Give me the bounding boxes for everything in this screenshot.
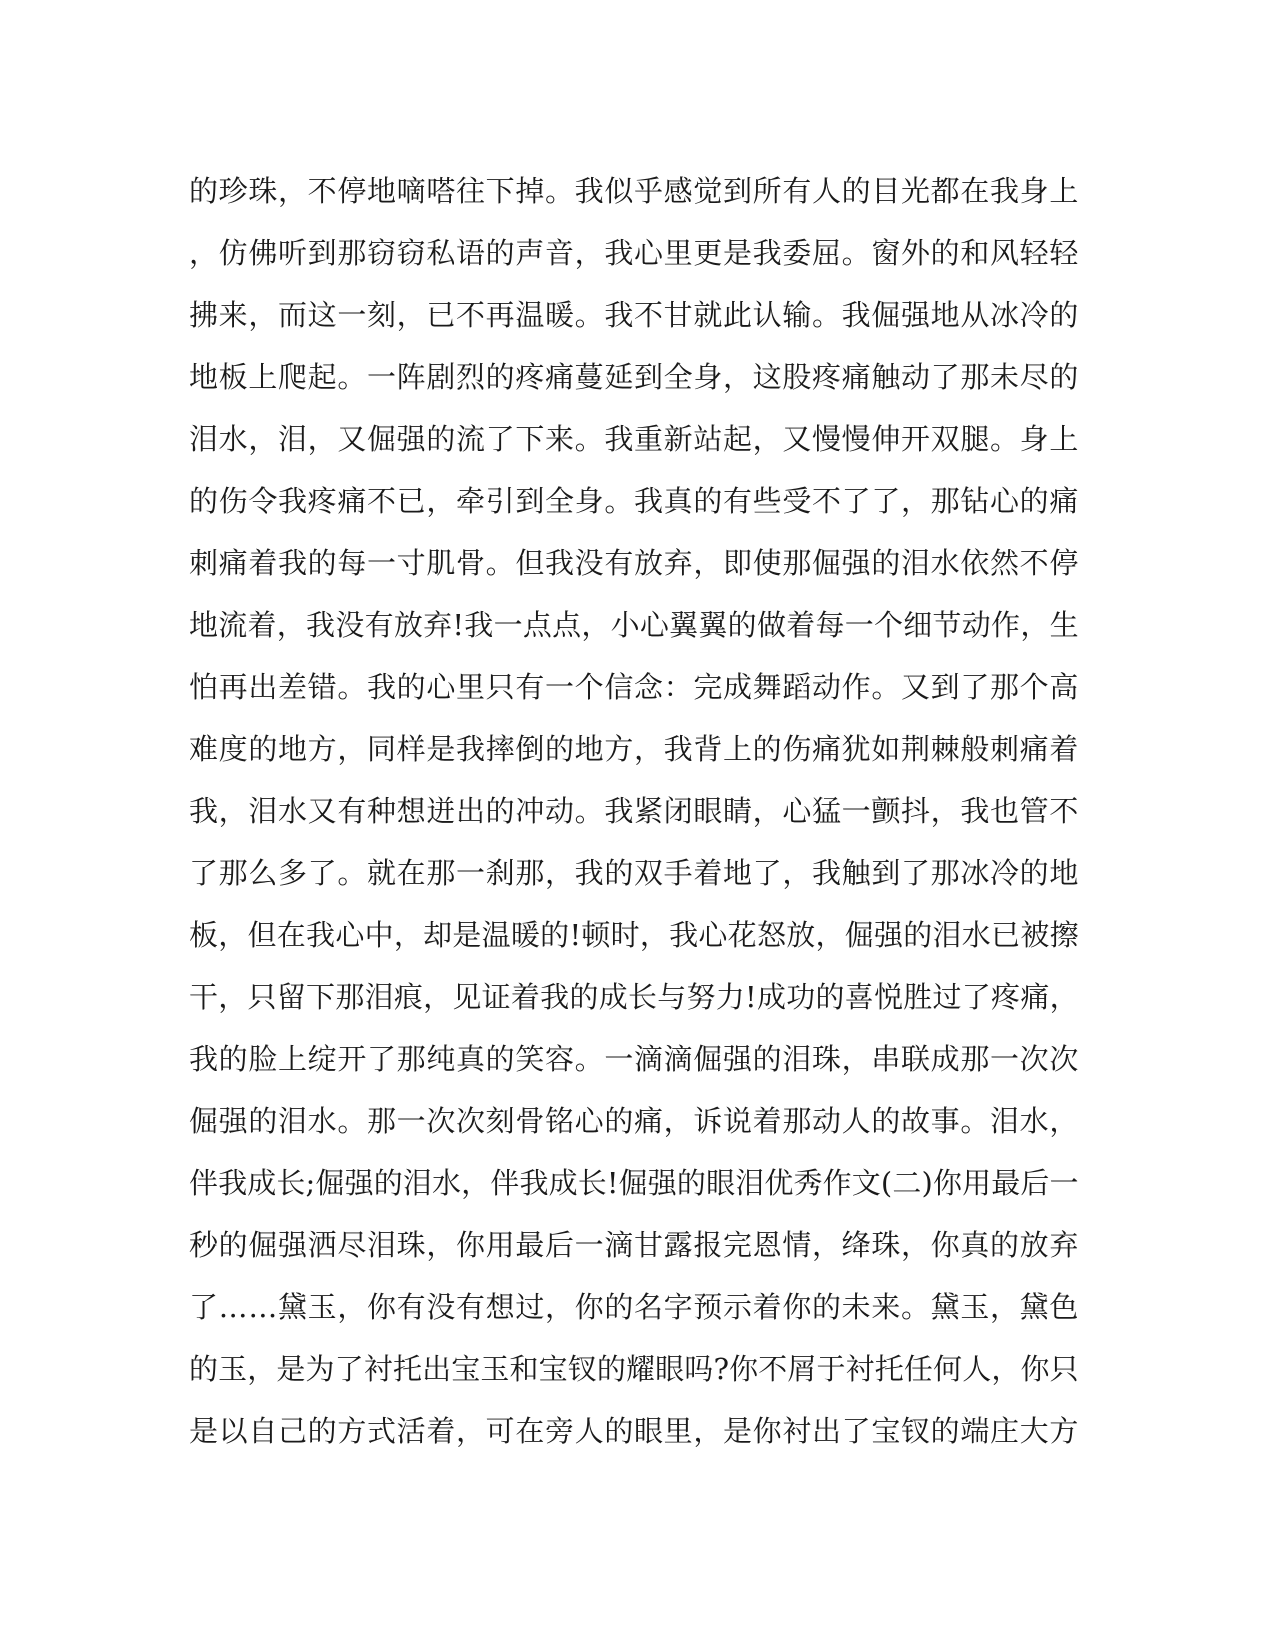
text-line: 倔强的泪水。那一次次刻骨铭心的痛，诉说着那动人的故事。泪水， <box>189 1104 1080 1138</box>
text-line: ，仿佛听到那窃窃私语的声音，我心里更是我委屈。窗外的和风轻轻 <box>189 236 1080 270</box>
text-line: 秒的倔强洒尽泪珠，你用最后一滴甘露报完恩情，绛珠，你真的放弃 <box>189 1228 1080 1262</box>
text-line: 伴我成长;倔强的泪水，伴我成长!倔强的眼泪优秀作文(二)你用最后一 <box>189 1166 1079 1200</box>
text-line: 的珍珠，不停地嘀嗒往下掉。我似乎感觉到所有人的目光都在我身上 <box>189 174 1080 208</box>
text-line: 地板上爬起。一阵剧烈的疼痛蔓延到全身，这股疼痛触动了那未尽的 <box>189 360 1080 394</box>
text-line: 了那么多了。就在那一刹那，我的双手着地了，我触到了那冰冷的地 <box>189 856 1080 890</box>
text-line: 怕再出差错。我的心里只有一个信念：完成舞蹈动作。又到了那个高 <box>189 670 1080 704</box>
text-line: 刺痛着我的每一寸肌骨。但我没有放弃，即使那倔强的泪水依然不停 <box>189 546 1080 580</box>
body-text <box>189 160 1079 1462</box>
text-line: 板，但在我心中，却是温暖的!顿时，我心花怒放，倔强的泪水已被擦 <box>189 918 1079 952</box>
text-line: 我，泪水又有种想迸出的冲动。我紧闭眼睛，心猛一颤抖，我也管不 <box>189 794 1080 828</box>
text-line: 干，只留下那泪痕，见证着我的成长与努力!成功的喜悦胜过了疼痛， <box>189 980 1079 1014</box>
text-line: 拂来，而这一刻，已不再温暖。我不甘就此认输。我倔强地从冰冷的 <box>189 298 1080 332</box>
text-line: 我的脸上绽开了那纯真的笑容。一滴滴倔强的泪珠，串联成那一次次 <box>189 1042 1080 1076</box>
text-line: 地流着，我没有放弃!我一点点，小心翼翼的做着每一个细节动作，生 <box>189 608 1079 642</box>
text-line: 了……黛玉，你有没有想过，你的名字预示着你的未来。黛玉，黛色 <box>189 1290 1080 1324</box>
text-line: 是以自己的方式活着，可在旁人的眼里，是你衬出了宝钗的端庄大方 <box>189 1414 1080 1448</box>
text-line: 的玉，是为了衬托出宝玉和宝钗的耀眼吗?你不屑于衬托任何人，你只 <box>189 1352 1079 1386</box>
text-line: 的伤令我疼痛不已，牵引到全身。我真的有些受不了了，那钻心的痛 <box>189 484 1080 518</box>
text-line: 难度的地方，同样是我摔倒的地方，我背上的伤痛犹如荆棘般刺痛着 <box>189 732 1080 766</box>
text-line: 泪水，泪，又倔强的流了下来。我重新站起，又慢慢伸开双腿。身上 <box>189 422 1080 456</box>
